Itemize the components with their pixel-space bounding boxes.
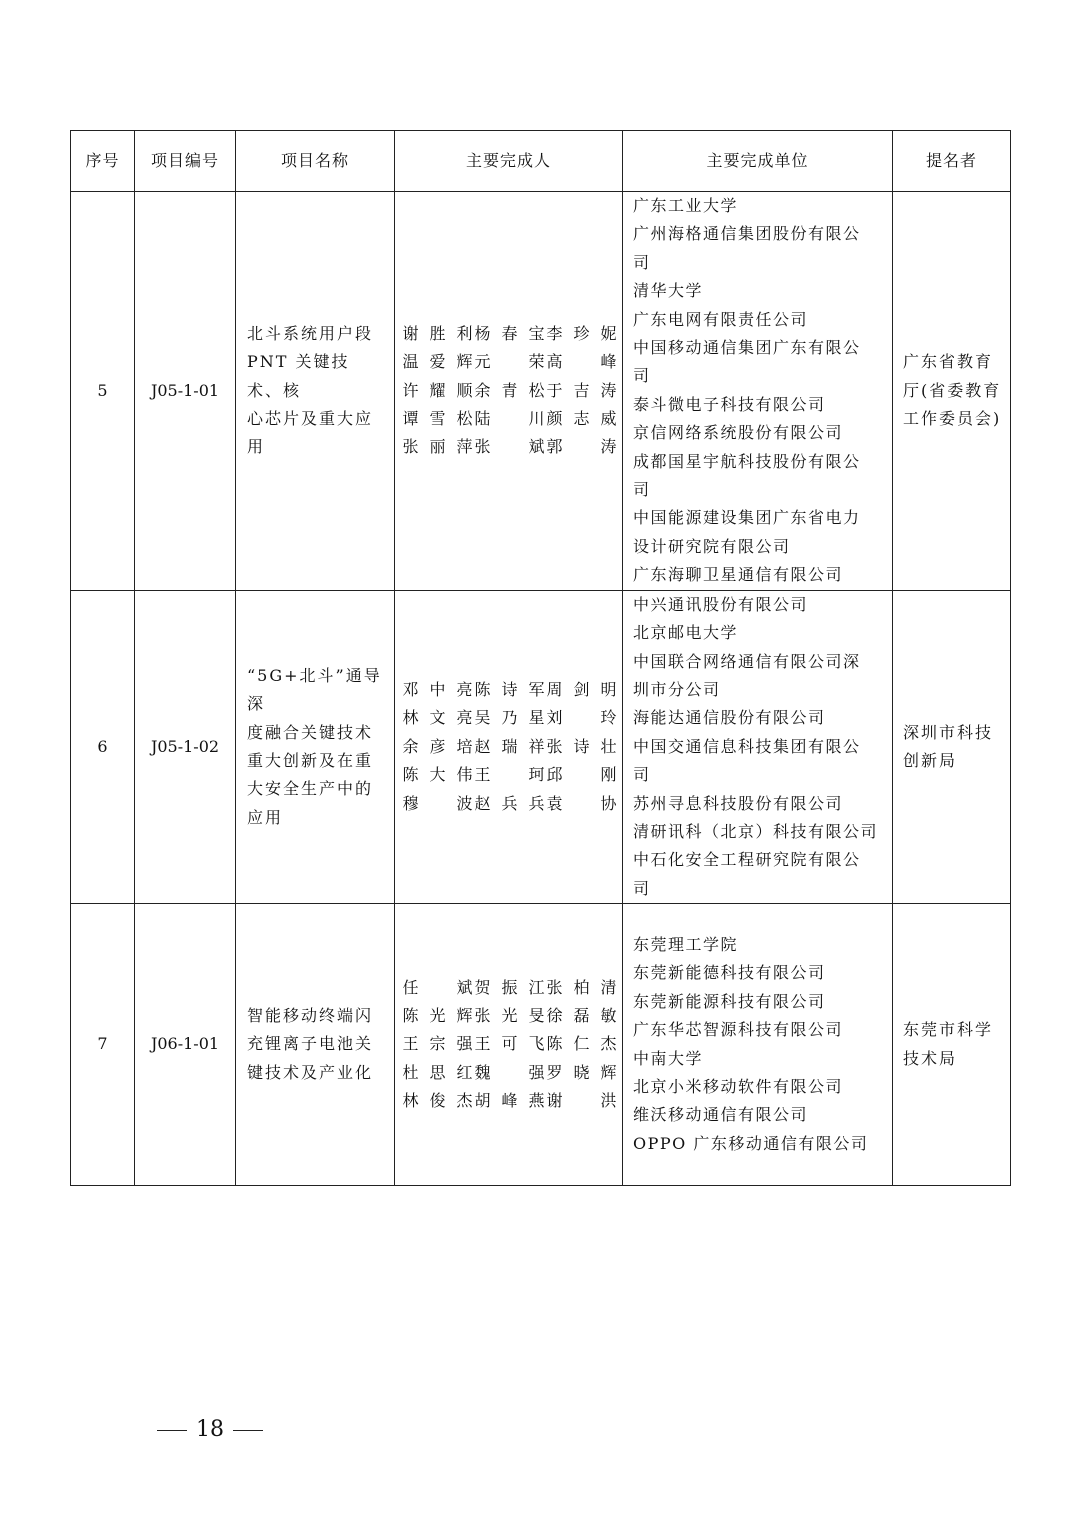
person-name: 王宗强 xyxy=(402,1034,473,1054)
cell-units xyxy=(623,590,893,903)
project-name-line: 度融合关键技术 xyxy=(247,722,374,742)
cell-nominator xyxy=(893,590,1011,903)
nominator-line: 深圳市科技 xyxy=(903,722,994,742)
person-name: 刘 玲 xyxy=(546,708,617,728)
persons-grid xyxy=(398,320,621,462)
person-name: 余彦培 xyxy=(402,736,473,756)
unit-line: 中国移动通信集团广东有限公 xyxy=(633,338,861,358)
unit-line: 北京邮电大学 xyxy=(633,623,739,643)
nominator-line: 工作委员会) xyxy=(903,409,1002,429)
header-cell-units: 主要完成单位 xyxy=(623,131,893,192)
person-name: 吴乃星 xyxy=(474,708,545,728)
unit-line: 广州海格通信集团股份有限公 xyxy=(633,224,861,244)
person-name: 任 斌 xyxy=(402,977,473,997)
person-name: 赵瑞祥 xyxy=(474,736,545,756)
page-number-left-dash xyxy=(157,1430,187,1431)
person-name: 胡峰燕 xyxy=(474,1091,545,1111)
project-name-line: PNT 关键技术、核 xyxy=(247,352,350,400)
person-name: 邱 刚 xyxy=(546,765,617,785)
unit-line: 中兴通讯股份有限公司 xyxy=(633,594,809,614)
project-name-line: 心芯片及重大应 xyxy=(247,409,374,429)
unit-line: 司 xyxy=(633,765,651,785)
person-name: 谢胜利 xyxy=(402,323,473,343)
person-name: 温爱辉 xyxy=(402,352,473,372)
project-name-line: 智能移动终端闪 xyxy=(247,1006,374,1026)
page-number xyxy=(0,1417,420,1442)
cell-persons xyxy=(395,590,623,903)
person-name: 元 荣 xyxy=(474,352,545,372)
header-cell-persons: 主要完成人 xyxy=(395,131,623,192)
unit-line: 北京小米移动软件有限公司 xyxy=(633,1077,844,1097)
project-name-line: “5G+北斗”通导深 xyxy=(247,665,382,714)
cell-no: 6 xyxy=(71,590,135,903)
person-name: 魏 强 xyxy=(474,1062,545,1082)
unit-line: 清华大学 xyxy=(633,281,704,301)
cell-nominator xyxy=(893,192,1011,591)
person-name: 王可飞 xyxy=(474,1034,545,1054)
cell-units xyxy=(623,904,893,1186)
person-name: 贺振江 xyxy=(474,977,545,997)
person-name: 张丽萍 xyxy=(402,437,473,457)
unit-line: 东莞理工学院 xyxy=(633,935,739,955)
nominator-line: 厅(省委教育 xyxy=(903,380,1002,400)
page-number-value: 18 xyxy=(196,1417,224,1442)
cell-project-name xyxy=(236,590,395,903)
unit-line: 司 xyxy=(633,366,651,386)
person-name: 张诗壮 xyxy=(546,736,617,756)
persons-grid xyxy=(398,676,621,818)
unit-line: 司 xyxy=(633,252,651,272)
cell-units xyxy=(623,192,893,591)
cell-project-name xyxy=(236,904,395,1186)
nominator-line: 广东省教育 xyxy=(903,352,994,372)
project-name-line: 充锂离子电池关 xyxy=(247,1034,374,1054)
unit-line: 泰斗微电子科技有限公司 xyxy=(633,394,826,414)
person-name: 徐磊敏 xyxy=(546,1006,617,1026)
unit-line: 司 xyxy=(633,878,651,898)
unit-line: 广东电网有限责任公司 xyxy=(633,309,809,329)
project-name-line: 大安全生产中的 xyxy=(247,779,374,799)
unit-line: 设计研究院有限公司 xyxy=(633,536,791,556)
person-name: 陈诗军 xyxy=(474,679,545,699)
cell-persons xyxy=(395,192,623,591)
cell-code: J06-1-01 xyxy=(135,904,236,1186)
cell-nominator xyxy=(893,904,1011,1186)
award-table xyxy=(70,130,1011,1186)
person-name: 杜思红 xyxy=(402,1062,473,1082)
person-name: 陈大伟 xyxy=(402,765,473,785)
person-name: 王 珂 xyxy=(474,765,545,785)
person-name: 林俊杰 xyxy=(402,1091,473,1111)
unit-line: 东莞新能德科技有限公司 xyxy=(633,963,826,983)
header-cell-no: 序号 xyxy=(71,131,135,192)
nominator-line: 技术局 xyxy=(903,1048,958,1068)
unit-line: 司 xyxy=(633,480,651,500)
nominator-line: 东莞市科学 xyxy=(903,1020,994,1040)
project-name-line: 北斗系统用户段 xyxy=(247,323,374,343)
unit-line: 广东工业大学 xyxy=(633,196,739,215)
unit-line: 京信网络系统股份有限公司 xyxy=(633,423,844,443)
unit-line: 广东华芯智源科技有限公司 xyxy=(633,1020,844,1040)
person-name: 林文亮 xyxy=(402,708,473,728)
unit-line: 中南大学 xyxy=(633,1048,704,1068)
unit-line: OPPO 广东移动通信有限公司 xyxy=(633,1133,869,1153)
person-name: 周剑明 xyxy=(546,679,617,699)
person-name: 郭 涛 xyxy=(546,437,617,457)
project-name-line: 键技术及产业化 xyxy=(247,1062,374,1082)
header-cell-name: 项目名称 xyxy=(236,131,395,192)
person-name: 穆 波 xyxy=(402,793,473,813)
person-name: 于吉涛 xyxy=(546,380,617,400)
header-cell-nominator: 提名者 xyxy=(893,131,1011,192)
person-name: 罗晓辉 xyxy=(546,1062,617,1082)
unit-line: 广东海聊卫星通信有限公司 xyxy=(633,565,844,585)
page-number-right-dash xyxy=(233,1430,263,1431)
person-name: 杨春宝 xyxy=(474,323,545,343)
person-name: 陈仁杰 xyxy=(546,1034,617,1054)
person-name: 张 斌 xyxy=(474,437,545,457)
cell-code: J05-1-01 xyxy=(135,192,236,591)
person-name: 许耀顺 xyxy=(402,380,473,400)
table-row xyxy=(71,904,1011,1186)
cell-code: J05-1-02 xyxy=(135,590,236,903)
cell-no: 5 xyxy=(71,192,135,591)
person-name: 陈光辉 xyxy=(402,1006,473,1026)
unit-line: 清研讯科（北京）科技有限公司 xyxy=(633,821,879,841)
person-name: 张柏清 xyxy=(546,977,617,997)
cell-persons xyxy=(395,904,623,1186)
person-name: 张光旻 xyxy=(474,1006,545,1026)
person-name: 李珍妮 xyxy=(546,323,617,343)
unit-line: 中国联合网络通信有限公司深 xyxy=(633,651,861,671)
cell-no: 7 xyxy=(71,904,135,1186)
project-name-line: 重大创新及在重 xyxy=(247,750,374,770)
person-name: 高 峰 xyxy=(546,352,617,372)
unit-line: 海能达通信股份有限公司 xyxy=(633,708,826,728)
header-cell-code: 项目编号 xyxy=(135,131,236,192)
unit-line: 中国交通信息科技集团有限公 xyxy=(633,736,861,756)
table-row xyxy=(71,192,1011,591)
unit-line: 中国能源建设集团广东省电力 xyxy=(633,508,861,528)
person-name: 颜志威 xyxy=(546,409,617,429)
unit-line: 圳市分公司 xyxy=(633,679,721,699)
unit-line: 中石化安全工程研究院有限公 xyxy=(633,850,861,870)
unit-line: 维沃移动通信有限公司 xyxy=(633,1105,809,1125)
person-name: 邓中亮 xyxy=(402,679,473,699)
header-row xyxy=(71,131,1011,192)
project-name-line: 应用 xyxy=(247,807,284,827)
person-name: 谢 洪 xyxy=(546,1091,617,1111)
person-name: 陆 川 xyxy=(474,409,545,429)
persons-grid xyxy=(398,974,621,1116)
person-name: 余青松 xyxy=(474,380,545,400)
unit-line: 苏州寻息科技股份有限公司 xyxy=(633,793,844,813)
person-name: 袁 协 xyxy=(546,793,617,813)
nominator-line: 创新局 xyxy=(903,750,958,770)
cell-project-name xyxy=(236,192,395,591)
unit-line: 成都国星宇航科技股份有限公 xyxy=(633,451,861,471)
table-row xyxy=(71,590,1011,903)
project-name-line: 用 xyxy=(247,437,266,457)
person-name: 赵兵兵 xyxy=(474,793,545,813)
person-name: 谭雪松 xyxy=(402,409,473,429)
unit-line: 东莞新能源科技有限公司 xyxy=(633,991,826,1011)
